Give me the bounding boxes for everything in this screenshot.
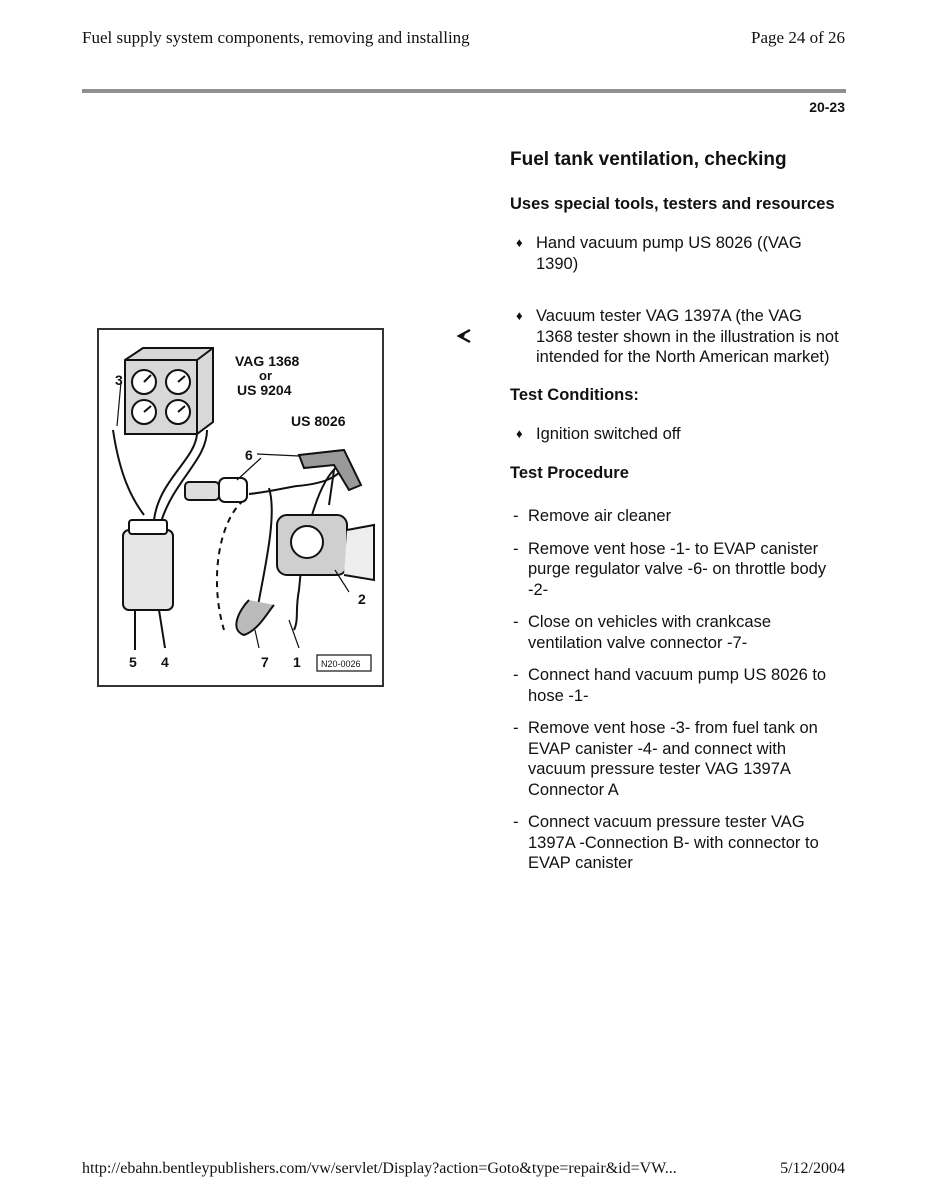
label-tester-alt: US 9204 [237,382,292,398]
diamond-bullet-icon: ♦ [516,235,523,250]
source-url: http://ebahn.bentleypublishers.com/vw/servlet/Display?action=Goto&type=repair&id=VW... [82,1160,677,1177]
label-1: 1 [293,654,301,670]
list-item [510,718,840,800]
procedure-heading: Test Procedure [510,464,629,482]
step-text: Close on vehicles with crankcase ventilation valve connector -7- [528,613,772,652]
label-7: 7 [261,654,269,670]
label-2: 2 [358,591,366,607]
condition-text: Ignition switched off [536,424,681,443]
page-number: Page 24 of 26 [751,28,845,47]
tools-heading: Uses special tools, testers and resources [510,195,835,213]
list-item [510,665,840,706]
list-item [510,506,840,527]
tool-text: Hand vacuum pump US 8026 ((VAG 1390) [536,234,802,273]
dash-marker: - [513,666,519,684]
arrow-pointer-icon [456,328,472,344]
conditions-list [510,424,840,445]
list-item [510,812,840,874]
illustration-drawing [99,330,382,685]
dash-marker: - [513,719,519,737]
step-text: Remove vent hose -1- to EVAP canister purge regulator valve -6- on throttle body -2- [528,539,827,599]
dash-marker: - [513,539,519,558]
step-text: Remove vent hose -3- from fuel tank on EVAP canister -4- and connect with vacuum pressure tester VAG 1397A Connector A [528,719,818,799]
conditions-heading: Test Conditions: [510,385,639,404]
dash-marker: - [513,613,519,631]
step-text: Connect vacuum pressure tester VAG 1397A -Connection B- with connector to EVAP canister [528,813,819,872]
list-item [510,612,840,653]
diamond-bullet-icon: ♦ [516,308,523,323]
list-item [510,539,840,601]
test-setup-illustration [97,328,384,687]
dash-marker: - [513,507,519,525]
diamond-bullet-icon: ♦ [516,425,523,441]
section-code: 20-23 [809,99,845,115]
document-title: Fuel supply system components, removing and installing [82,28,470,47]
tools-list [510,233,840,368]
label-4: 4 [161,654,169,670]
hand-vacuum-pump [299,450,361,505]
label-or: or [259,368,272,383]
figure-code: N20-0026 [321,659,361,669]
purge-regulator-valve [185,478,247,502]
step-text: Connect hand vacuum pump US 8026 to hose -1- [528,666,827,705]
label-6: 6 [245,447,253,463]
header-divider [82,89,846,93]
procedure-steps [510,506,840,874]
procedure-column [510,148,840,886]
step-text: Remove air cleaner [528,507,672,525]
list-item [510,424,840,445]
tool-text: Vacuum tester VAG 1397A (the VAG 1368 tester shown in the illustration is not intended for the North American market) [536,307,839,366]
section-title: Fuel tank ventilation, checking [510,149,787,170]
label-tester: VAG 1368 [235,353,300,369]
dash-marker: - [513,813,519,831]
throttle-body [236,515,374,635]
list-item [510,233,840,274]
list-item [510,306,840,368]
print-date: 5/12/2004 [780,1160,845,1177]
evap-canister [123,520,173,650]
vacuum-tester-gauges [125,348,213,434]
label-pump: US 8026 [291,413,346,429]
label-3: 3 [115,372,123,388]
label-5: 5 [129,654,137,670]
